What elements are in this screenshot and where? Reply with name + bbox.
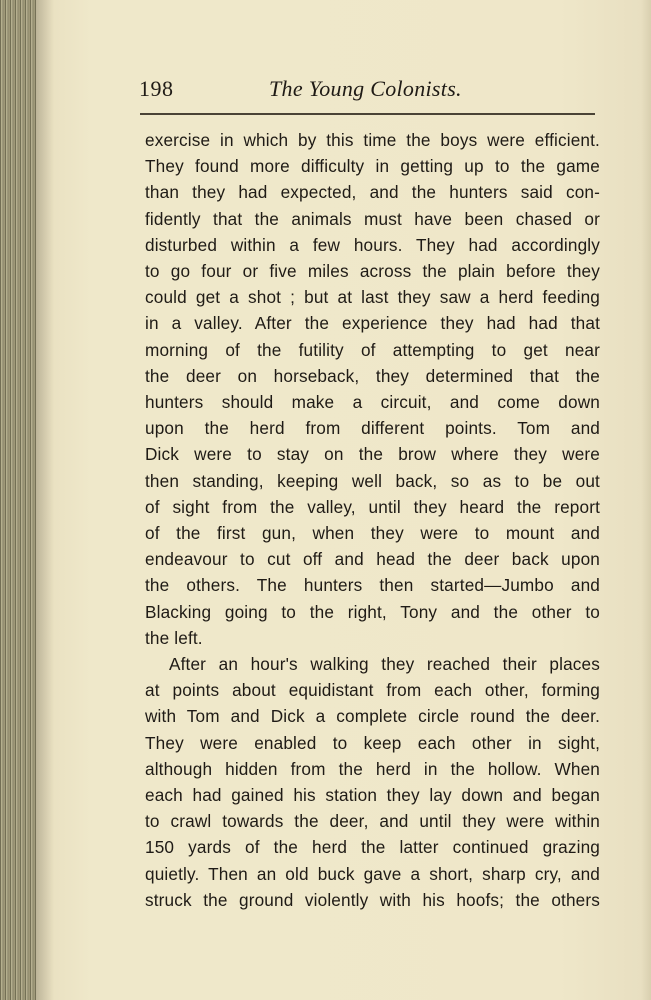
text-line: although hidden from the herd in the hollow. When (145, 758, 600, 779)
text-line: each had gained his station they lay down and began (145, 785, 600, 806)
spine-shadow (36, 0, 54, 1000)
text-line: to crawl towards the deer, and until they were within (145, 811, 600, 832)
text-line: at points about equidistant from each other, forming (145, 680, 600, 701)
text-line: They were enabled to keep each other in sight, (145, 732, 600, 753)
text-line: upon the herd from different points. Tom and (145, 418, 600, 439)
text-line: then standing, keeping well back, so as to be out (145, 470, 600, 491)
book-spine (0, 0, 36, 1000)
text-line: morning of the futility of attempting to get near (145, 339, 600, 360)
text-line: the deer on horseback, they determined that the (145, 365, 600, 386)
running-title: The Young Colonists. (269, 76, 462, 101)
text-line: exercise in which by this time the boys were efficient. (145, 130, 600, 150)
text-line: fidently that the animals must have been chased or (145, 208, 600, 229)
page-header (139, 76, 599, 104)
text-line: Blacking going to the right, Tony and the other to (145, 601, 600, 622)
text-line: disturbed within a few hours. They had accordingly (145, 234, 600, 255)
text-line: of sight from the valley, until they heard the report (145, 496, 600, 517)
text-line: Dick were to stay on the brow where they were (145, 444, 600, 465)
text-line: in a valley. After the experience they had had that (145, 313, 600, 334)
page-edge (641, 0, 651, 1000)
text-line: the left. (145, 627, 203, 648)
text-line: quietly. Then an old buck gave a short, sharp cry, and (145, 863, 600, 884)
text-line: to go four or five miles across the plain before they (145, 261, 600, 282)
text-line: endeavour to cut off and head the deer back upon (145, 549, 600, 570)
page-number: 198 (139, 76, 174, 101)
header-rule (140, 113, 595, 115)
body-text (145, 127, 600, 913)
text-line: could get a shot ; but at last they saw a herd feeding (145, 287, 600, 308)
text-line: 150 yards of the herd the latter continued grazing (145, 837, 600, 858)
text-line: the others. The hunters then started—Jumbo and (145, 575, 600, 596)
text-line: hunters should make a circuit, and come down (145, 392, 600, 413)
text-line: After an hour's walking they reached their places (169, 654, 600, 675)
text-line: of the first gun, when they were to mount and (145, 523, 600, 544)
text-line: struck the ground violently with his hoofs; the others (145, 889, 600, 910)
text-line: than they had expected, and the hunters said con- (145, 182, 600, 203)
text-line: They found more difficulty in getting up to the game (145, 156, 600, 177)
text-line: with Tom and Dick a complete circle round the deer. (145, 706, 600, 727)
